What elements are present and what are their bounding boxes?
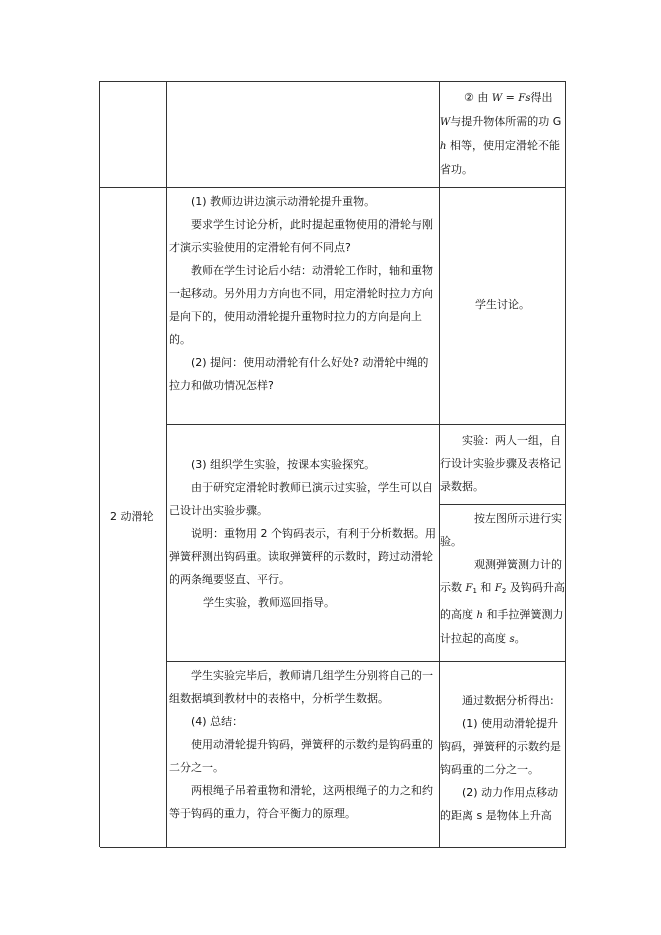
row0-student-line4: 省功。 xyxy=(440,163,473,176)
row3-teacher-p2: (4) 总结： xyxy=(191,715,244,728)
row3-teacher-p1: 学生实验完毕后，教师请几组学生分别将自己的一组数据填到教材中的表格中，分析学生数据。 xyxy=(169,669,433,705)
row3-student-p2: (1) 使用动滑轮提升钩码，弹簧秤的示数约是钩码重的二分之一。 xyxy=(440,717,561,776)
row0-student-cell xyxy=(440,82,566,188)
section-number-label: 2 动滑轮 xyxy=(110,510,154,523)
row3-student-p1: 通过数据分析得出: xyxy=(462,694,554,707)
row2-teacher-cell xyxy=(167,425,440,662)
row2-student-b2-text: 观测弹簧测力计的示数 $F_1$ 和 $F_2$ 及钩码升高的高度 h 和手拉弹簧测力计拉起的高度 s。 xyxy=(440,558,565,645)
section-number-cell xyxy=(100,188,167,848)
row2-teacher-p3: 说明：重物用 2 个钩码表示，有利于分析数据。用弹簧秤测出钩码重。读取弹簧秤的示数时，跨过动滑轮的两条绳要竖直、平行。 xyxy=(169,527,436,586)
row0-teacher-cell xyxy=(167,82,440,188)
row2-teacher-p1: (3) 组织学生实验，按课本实验探究。 xyxy=(191,458,376,471)
row3-teacher-p4: 两根绳子吊着重物和滑轮，这两根绳子的力之和约等于钩码的重力，符合平衡力的原理。 xyxy=(169,784,433,820)
row2-student-a-text: 实验：两人一组，自行设计实验步骤及表格记录数据。 xyxy=(440,434,561,493)
row1-teacher-p1: (1) 教师边讲边演示动滑轮提升重物。 xyxy=(191,195,376,208)
row2-teacher-p2: 由于研究定滑轮时教师已演示过实验，学生可以自己设计出实验步骤。 xyxy=(169,481,433,517)
row1-student-text: 学生讨论。 xyxy=(475,298,530,311)
row1-teacher-p4: (2) 提问：使用动滑轮有什么好处? 动滑轮中绳的拉力和做功情况怎样? xyxy=(169,356,429,392)
row1-teacher-cell xyxy=(167,188,440,425)
row0-student-line1: ② 由 W = Fs得出 xyxy=(464,91,553,104)
row3-teacher-cell xyxy=(167,662,440,848)
row0-student-line3: h 相等，使用定滑轮不能 xyxy=(440,139,560,152)
row2-student-cell-b xyxy=(440,505,566,662)
row2-teacher-p4: 学生实验，教师巡回指导。 xyxy=(203,596,335,609)
row3-teacher-p3: 使用动滑轮提升钩码，弹簧秤的示数约是钩码重的二分之一。 xyxy=(169,738,433,774)
row2-student-cell-a xyxy=(440,425,566,505)
row1-student-cell xyxy=(440,188,566,425)
lesson-table xyxy=(99,81,566,847)
row1-teacher-p2: 要求学生讨论分析，此时提起重物使用的滑轮与刚才演示实验使用的定滑轮有何不同点? xyxy=(169,218,433,254)
row0-number-cell xyxy=(100,82,167,188)
row2-student-b1-text: 按左图所示进行实验。 xyxy=(440,512,562,548)
row3-student-p3: (2) 动力作用点移动的距离 s 是物体上升高 xyxy=(440,786,559,822)
row1-teacher-p3: 教师在学生讨论后小结：动滑轮工作时，轴和重物一起移动。另外用力方向也不同，用定滑轮时拉力方向是向下的，使用动滑轮提升重物时拉力的方向是向上的。 xyxy=(169,264,433,346)
row0-student-line2: W与提升物体所需的功 G xyxy=(440,115,562,128)
row3-student-cell xyxy=(440,662,566,848)
